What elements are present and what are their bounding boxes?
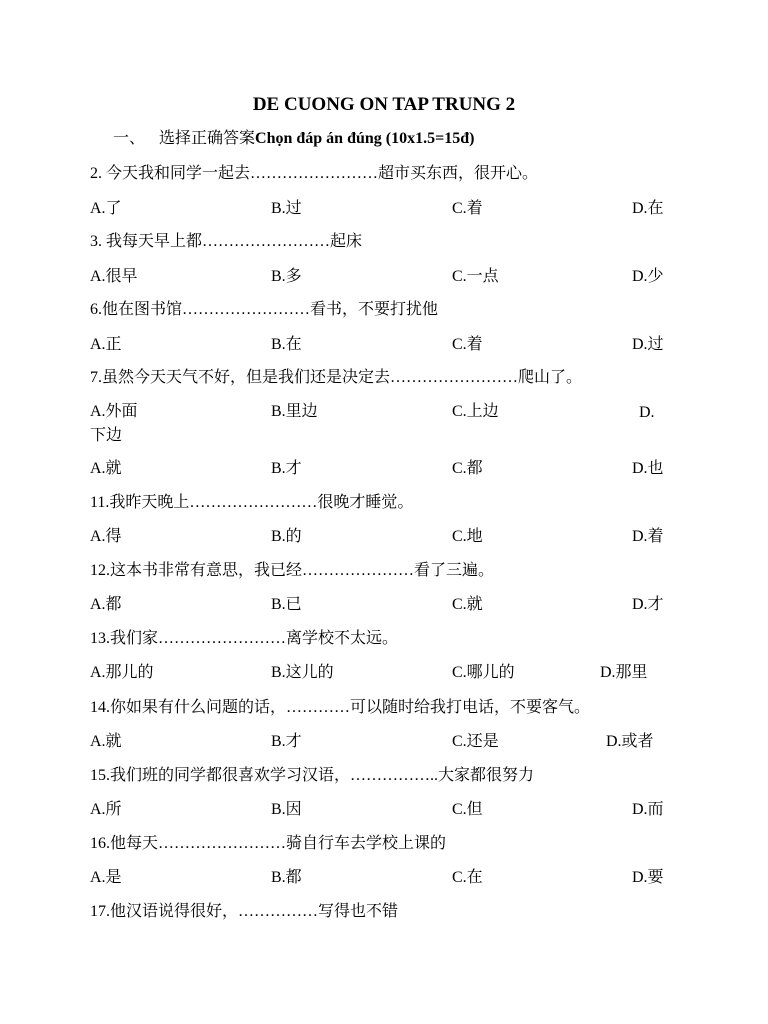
question-13: 13.我们家……………………离学校不太远。 (90, 630, 399, 647)
option-a: A.得 (90, 528, 122, 545)
option-a: A.就 (90, 733, 122, 750)
option-d: D.过 (632, 336, 664, 353)
question-14: 14.你如果有什么问题的话，…………可以随时给我打电话，不要客气。 (90, 699, 591, 716)
question-7: 7.虽然今天天气不好，但是我们还是决定去……………………爬山了。 (90, 369, 583, 386)
option-c: C.地 (452, 528, 483, 545)
option-b: B.的 (271, 528, 302, 545)
option-b: B.这儿的 (271, 664, 334, 681)
option-d: D.或者 (606, 733, 654, 750)
option-c: C.着 (452, 200, 483, 217)
option-b: B.才 (271, 460, 302, 477)
option-c: C.哪儿的 (452, 664, 515, 681)
question-2: 2. 今天我和同学一起去……………………超市买东西，很开心。 (90, 165, 539, 182)
question-12: 12.这本书非常有意思，我已经…………………看了三遍。 (90, 562, 495, 579)
option-a: A.外面 (90, 403, 138, 420)
option-a: A.很早 (90, 268, 138, 285)
option-d: D.也 (632, 460, 664, 477)
option-b: B.过 (271, 200, 302, 217)
option-b: B.多 (271, 268, 302, 285)
option-a: A.就 (90, 460, 122, 477)
option-b: B.里边 (271, 403, 318, 420)
document-title: DE CUONG ON TAP TRUNG 2 (252, 94, 516, 115)
option-a: A.了 (90, 200, 122, 217)
option-a: A.都 (90, 596, 122, 613)
option-d: D.下边 (90, 404, 655, 444)
question-11: 11.我昨天晚上……………………很晚才睡觉。 (90, 494, 414, 511)
option-c: C.着 (452, 336, 483, 353)
option-d: D.而 (632, 801, 664, 818)
option-c: C.上边 (452, 403, 499, 420)
question-17: 17.他汉语说得很好，……………写得也不错 (90, 903, 399, 920)
section-number: 一、 (113, 130, 146, 147)
question-16: 16.他每天……………………骑自行车去学校上课的 (90, 835, 447, 852)
option-c: C.在 (452, 869, 483, 886)
section-title-vi: Chọn đáp án đúng (10x1.5=15đ) (255, 130, 475, 147)
option-a: A.是 (90, 869, 122, 886)
option-d: D.才 (632, 596, 664, 613)
question-3: 3. 我每天早上都……………………起床 (90, 233, 363, 250)
option-c: C.但 (452, 801, 483, 818)
option-a: A.正 (90, 336, 122, 353)
option-b: B.才 (271, 733, 302, 750)
option-d: D.那里 (600, 664, 648, 681)
question-15: 15.我们班的同学都很喜欢学习汉语，……………..大家都很努力 (90, 767, 535, 784)
section-heading (113, 128, 474, 150)
option-d: D.要 (632, 869, 664, 886)
option-d: D.少 (632, 268, 664, 285)
option-b: B.已 (271, 596, 302, 613)
option-b: B.都 (271, 869, 302, 886)
option-c: C.都 (452, 460, 483, 477)
option-b: B.在 (271, 336, 302, 353)
option-c: C.一点 (452, 268, 499, 285)
option-b: B.因 (271, 801, 302, 818)
section-title-cjk: 选择正确答案 (159, 130, 256, 147)
option-d: D.着 (632, 528, 664, 545)
option-d: D.在 (632, 200, 664, 217)
option-a: A.那儿的 (90, 664, 154, 681)
question-6: 6.他在图书馆……………………看书，不要打扰他 (90, 301, 439, 318)
option-c: C.还是 (452, 733, 499, 750)
option-c: C.就 (452, 596, 483, 613)
option-a: A.所 (90, 801, 122, 818)
